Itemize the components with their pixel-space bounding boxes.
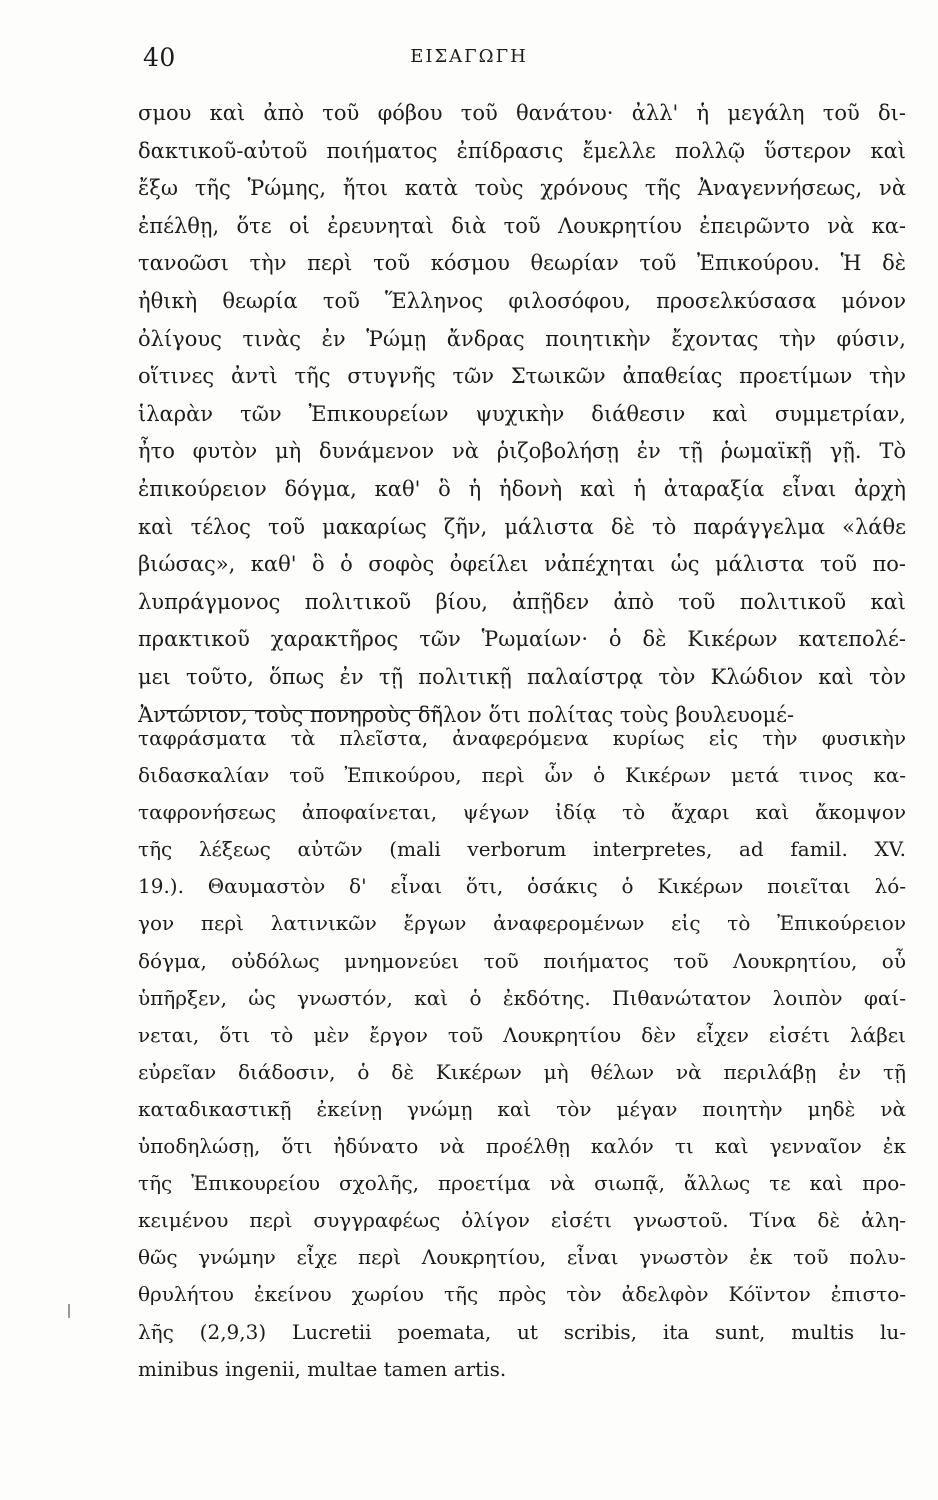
text-line: σμου καὶ ἀπὸ τοῦ φόβου τοῦ θανάτου· ἀλλ' ἡ μεγάλη τοῦ δι-	[138, 101, 906, 125]
footnote-line: εὐρεῖαν διάδοσιν, ὁ δὲ Κικέρων μὴ θέλων νὰ περιλάβῃ ἐν τῇ	[138, 1059, 906, 1084]
footnote-line: γον περὶ λατινικῶν ἔργων ἀναφερομένων εἰς τὸ Ἐπικούρειον	[138, 911, 906, 936]
footnote-line: τῆς Ἐπικουρείου σχολῆς, προετίμα νὰ σιωπᾷ, ἄλλως τε καὶ προ-	[138, 1171, 906, 1196]
text-line: δακτικοῦ-αὐτοῦ ποιήματος ἐπίδρασις ἔμελλε πολλῷ ὕστερον καὶ	[138, 138, 906, 163]
text-line: ἱλαρὰν τῶν Ἐπικουρείων ψυχικὴν διάθεσιν καὶ συμμετρίαν,	[138, 401, 906, 426]
text-line: λυπράγμονος πολιτικοῦ βίου, ἀπῇδεν ἀπὸ τοῦ πολιτικοῦ καὶ	[138, 589, 906, 614]
text-line: Ἀντώνιον, τοὺς πονηροὺς δῆλον ὅτι πολίτας τοὺς βουλευομέ-	[138, 702, 795, 727]
footnote-line: ὑποδηλώσῃ, ὅτι ἠδύνατο νὰ προέλθῃ καλόν τι καὶ γενναῖον ἐκ	[138, 1134, 906, 1159]
footnote-line: ταφράσματα τὰ πλεῖστα, ἀναφερόμενα κυρίως εἰς τὴν φυσικὴν	[138, 726, 906, 750]
text-line: ἐπέλθῃ, ὅτε οἱ ἐρευνηταὶ διὰ τοῦ Λουκρητίου ἐπειρῶντο νὰ κα-	[138, 213, 906, 238]
footnote-line: θῶς γνώμην εἶχε περὶ Λουκρητίου, εἶναι γνωστὸν ἐκ τοῦ πολυ-	[138, 1245, 906, 1270]
margin-mark	[68, 1304, 70, 1318]
footnote-line: διδασκαλίαν τοῦ Ἐπικούρου, περὶ ὧν ὁ Κικέρων μετά τινος κα-	[138, 763, 906, 788]
text-line: ἠθικὴ θεωρία τοῦ Ἕλληνος φιλοσόφου, προσελκύσασα μόνον	[138, 288, 906, 313]
footnote-line: ὑπῆρξεν, ὡς γνωστόν, καὶ ὁ ἐκδότης. Πιθανώτατον λοιπὸν φαί-	[138, 985, 906, 1010]
text-line: βιώσας», καθ' ὃ ὁ σοφὸς ὀφείλει νἀπέχηται ὡς μάλιστα τοῦ πο-	[138, 552, 906, 577]
footnote-line: minibus ingenii, multae tamen artis.	[138, 1356, 507, 1381]
running-head: ΕΙΣΑΓΩΓΗ	[410, 46, 528, 67]
footnote-line: 19.). Θαυμαστὸν δ' εἶναι ὅτι, ὁσάκις ὁ Κικέρων ποιεῖται λό-	[138, 874, 906, 899]
text-line: καὶ τέλος τοῦ μακαρίως ζῆν, μάλιστα δὲ τὸ παράγγελμα «λάθε	[138, 514, 906, 539]
footnote-line: καταδικαστικῇ ἐκείνῃ γνώμῃ καὶ τὸν μέγαν ποιητὴν μηδὲ νὰ	[138, 1096, 906, 1121]
footnote-line: θρυλήτου ἐκείνου χωρίου τῆς πρὸς τὸν ἀδελφὸν Κόϊντον ἐπιστο-	[138, 1282, 906, 1307]
footnote-line: δόγμα, οὐδόλως μνημονεύει τοῦ ποιήματος τοῦ Λουκρητίου, οὗ	[138, 948, 906, 973]
footnote-rule	[160, 710, 440, 711]
text-line: τανοῶσι τὴν περὶ τοῦ κόσμου θεωρίαν τοῦ Ἐπικούρου. Ἡ δὲ	[138, 251, 906, 276]
footnote-text	[138, 720, 906, 1388]
footnote-line: ταφρονήσεως ἀποφαίνεται, ψέγων ἰδίᾳ τὸ ἄχαρι καὶ ἄκομψον	[138, 800, 906, 825]
body-text	[138, 95, 906, 734]
footnote-line: λῆς (2,9,3) Lucretii poemata, ut scribis, ita sunt, multis lu-	[138, 1319, 906, 1344]
text-line: ἐπικούρειον δόγμα, καθ' ὃ ἡ ἡδονὴ καὶ ἡ ἀταραξία εἶναι ἀρχὴ	[138, 476, 906, 501]
footnote-line: τῆς λέξεως αὐτῶν (mali verborum interpretes, ad famil. XV.	[138, 837, 906, 862]
text-line: οἵτινες ἀντὶ τῆς στυγνῆς τῶν Στωικῶν ἀπαθείας προετίμων τὴν	[138, 364, 906, 389]
text-line: ἦτο φυτὸν μὴ δυνάμενον νὰ ῥιζοβολήσῃ ἐν τῇ ῥωμαϊκῇ γῇ. Τὸ	[138, 439, 906, 464]
page-number: 40	[143, 43, 176, 72]
text-line: ἔξω τῆς Ῥώμης, ἤτοι κατὰ τοὺς χρόνους τῆς Ἀναγεννήσεως, νὰ	[138, 176, 906, 201]
text-line: ὀλίγους τινὰς ἐν Ῥώμῃ ἄνδρας ποιητικὴν ἔχοντας τὴν φύσιν,	[138, 326, 906, 351]
text-line: μει τοῦτο, ὅπως ἐν τῇ πολιτικῇ παλαίστρᾳ τὸν Κλώδιον καὶ τὸν	[138, 664, 906, 689]
footnote-line: νεται, ὅτι τὸ μὲν ἔργον τοῦ Λουκρητίου δὲν εἶχεν εἰσέτι λάβει	[138, 1022, 906, 1047]
text-line: πρακτικοῦ χαρακτῆρος τῶν Ῥωμαίων· ὁ δὲ Κικέρων κατεπολέ-	[138, 627, 906, 652]
footnote-line: κειμένου περὶ συγγραφέως ὀλίγον εἰσέτι γνωστοῦ. Τίνα δὲ ἀλη-	[138, 1208, 906, 1233]
